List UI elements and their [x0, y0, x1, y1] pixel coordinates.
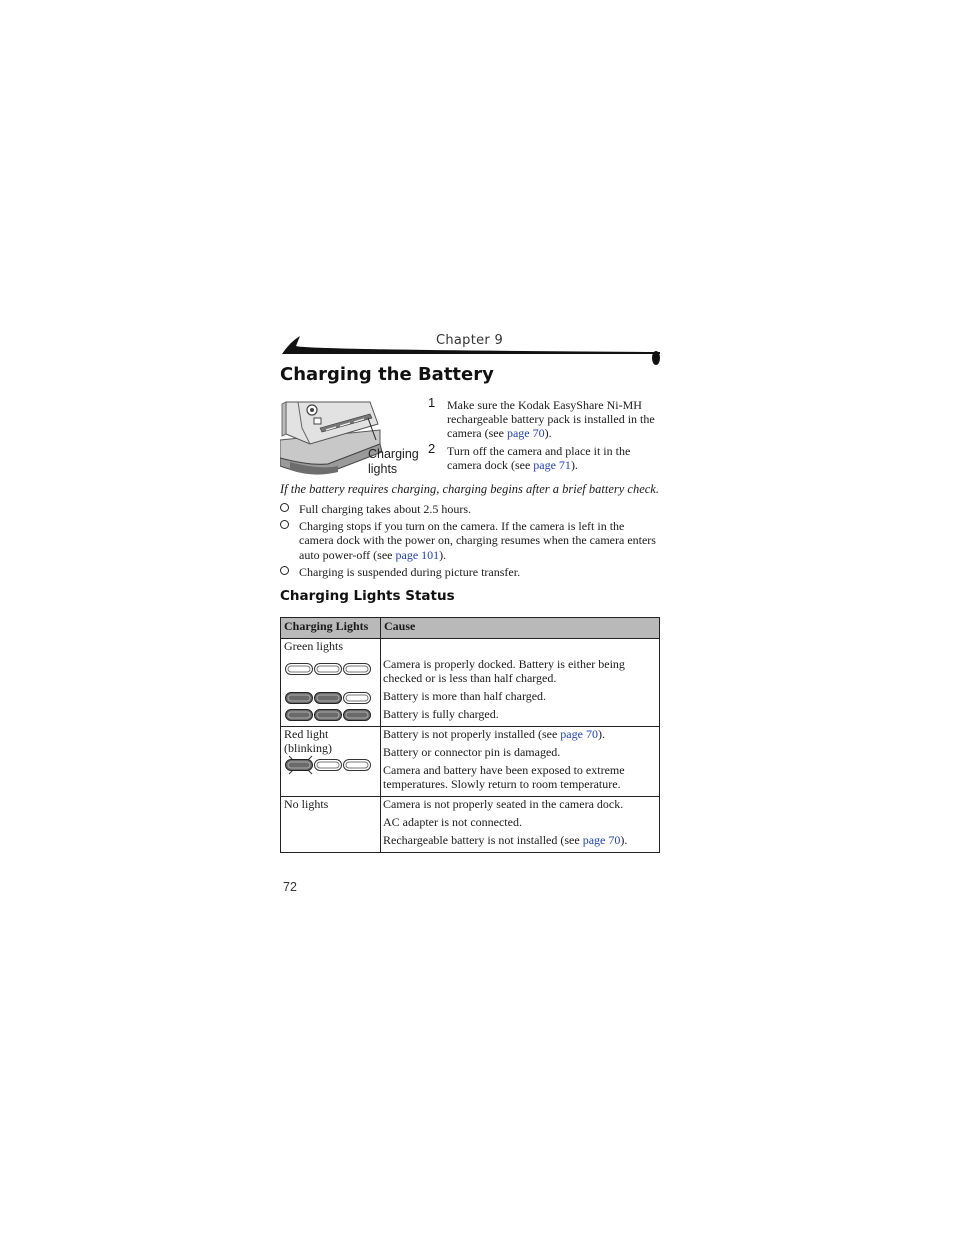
page-link[interactable]: page 70 [560, 727, 598, 741]
cause-text: Camera is properly docked. Battery is either being checked or is less than half charged. [383, 657, 625, 685]
lights-all-lit-icon [285, 709, 371, 721]
charging-lights-table [280, 617, 660, 853]
lights-red-blinking-icon [285, 754, 371, 776]
bullet-circle-icon [280, 520, 289, 529]
row-label-green: Green lights [284, 639, 343, 653]
step-number: 1 [428, 395, 436, 410]
step-text: Make sure the Kodak EasyShare Ni-MH rechargeable battery pack is installed in the camera (see page 70). [447, 398, 655, 440]
page-number: 72 [283, 880, 297, 894]
bullet-item: Charging stops if you turn on the camera. If the camera is left in the camera dock with the power on, charging resumes when the camera enters auto power-off (see page 101). [280, 519, 665, 565]
row-label-red: Red light (blinking) [284, 727, 332, 755]
cause-text: AC adapter is not connected. [383, 815, 522, 829]
section-title: Charging Lights Status [280, 588, 455, 604]
cause-text: Battery is fully charged. [383, 707, 499, 721]
page-link[interactable]: page 70 [506, 426, 545, 440]
page-link[interactable]: page 101 [395, 547, 440, 562]
chapter-header-rule [282, 336, 662, 366]
row-label-none: No lights [284, 797, 329, 811]
cause-text: Battery is more than half charged. [383, 689, 547, 703]
column-header-cause: Cause [381, 618, 659, 638]
chapter-label: Chapter 9 [436, 333, 504, 348]
step-2 [428, 441, 663, 474]
cause-text: Camera and battery have been exposed to extreme temperatures. Slowly return to room temperature. [383, 763, 625, 791]
intro-text: If the battery requires charging, charging begins after a brief battery check. [280, 482, 659, 496]
cause-text: Battery is not properly installed (see page 70). [383, 727, 605, 741]
page-link[interactable]: page 70 [582, 833, 621, 847]
lights-none-lit-icon [285, 663, 371, 675]
cause-text: Camera is not properly seated in the camera dock. [383, 797, 624, 811]
table-column-divider [380, 638, 381, 852]
page-title: Charging the Battery [280, 364, 494, 385]
step-number: 2 [428, 441, 436, 456]
cause-text: Battery or connector pin is damaged. [383, 745, 561, 759]
bullet-circle-icon [280, 566, 289, 575]
step-text: Turn off the camera and place it in the camera dock (see page 71). [447, 444, 631, 472]
bullet-circle-icon [280, 503, 289, 512]
cause-text: Rechargeable battery is not installed (see page 70). [383, 833, 628, 847]
step-1 [428, 395, 663, 440]
bullet-item: Charging is suspended during picture transfer. [280, 565, 665, 581]
page-link[interactable]: page 71 [533, 458, 571, 472]
figure-caption: Charging lights [368, 447, 419, 476]
bullet-item: Full charging takes about 2.5 hours. [280, 502, 665, 518]
lights-two-lit-icon [285, 692, 371, 704]
column-header-lights: Charging Lights [281, 618, 381, 638]
